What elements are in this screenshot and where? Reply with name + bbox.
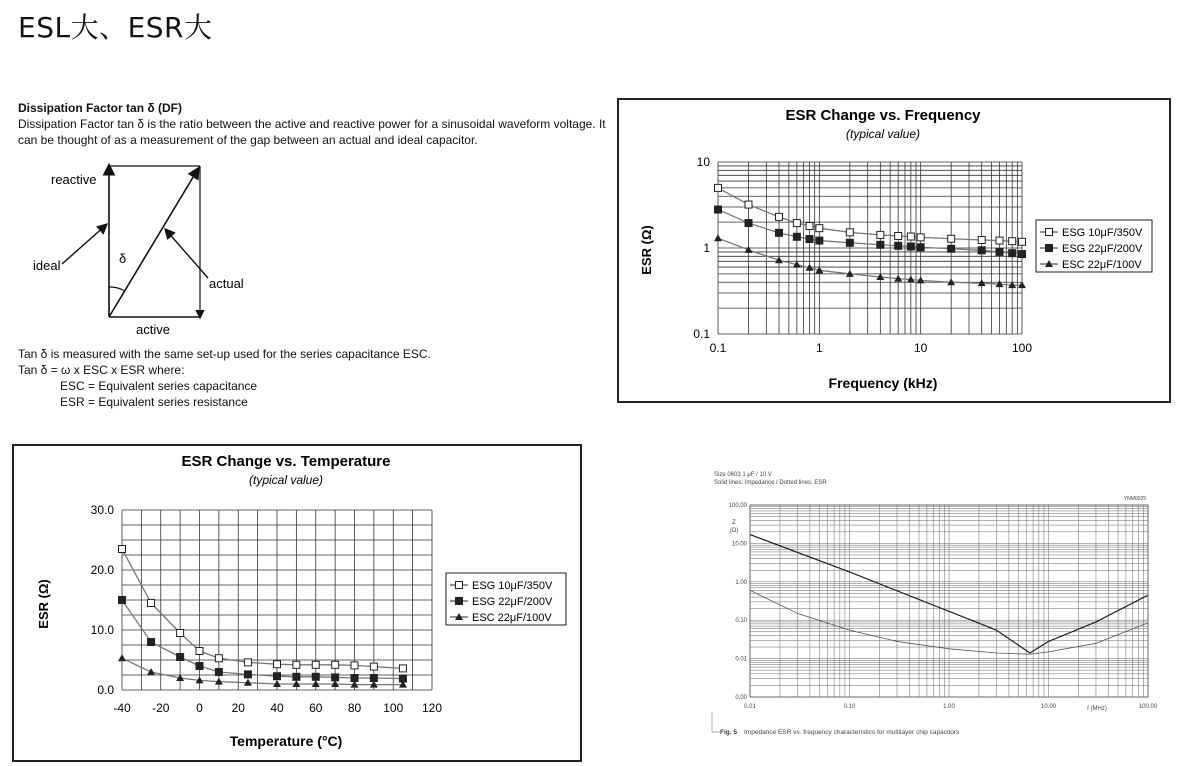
data-point (332, 674, 339, 681)
data-point (907, 243, 914, 250)
data-point (996, 237, 1003, 244)
series-line (122, 549, 403, 668)
x-tick-label: 20 (231, 701, 245, 715)
y-axis-label-unit: (Ω) (729, 528, 739, 534)
legend-entry: ESG 22μF/200V (472, 596, 553, 608)
data-point (399, 665, 406, 672)
ideal-arrow (62, 225, 106, 264)
delta-arc (109, 287, 125, 291)
series-1 (715, 184, 1026, 245)
actual-arrow (166, 230, 208, 278)
data-point (119, 546, 126, 553)
series-line (122, 600, 403, 679)
series-3 (118, 654, 407, 687)
data-point (877, 231, 884, 238)
x-tick-label: -20 (152, 701, 170, 715)
y-tick-label: 20.0 (90, 563, 114, 577)
data-point (1019, 251, 1026, 258)
y-tick-label: 0.01 (735, 656, 747, 663)
data-point (907, 233, 914, 240)
data-point (177, 654, 184, 661)
esr-temperature-chart-panel (12, 444, 582, 762)
series-line (718, 210, 1022, 255)
x-tick-label: 10.00 (1040, 704, 1057, 710)
data-point (1009, 250, 1016, 257)
x-tick-label: 60 (309, 701, 323, 715)
data-point (714, 234, 722, 241)
data-point (147, 668, 155, 675)
df-vector-diagram (18, 160, 258, 340)
series-line (122, 658, 403, 684)
data-point (215, 655, 222, 662)
y-tick-label: 1 (703, 241, 710, 255)
esr-temperature-chart (14, 446, 580, 760)
data-point (745, 220, 752, 227)
df-line-4: ESR = Equivalent series resistance (60, 395, 248, 409)
data-point (978, 247, 985, 254)
x-tick-label: 10 (913, 341, 928, 355)
data-point (351, 662, 358, 669)
legend-marker (456, 582, 463, 589)
chart-header-line-2: Solid lines: Impedance / Dotted lines: ESR (714, 480, 827, 486)
x-axis-label: Temperature (°C) (229, 733, 343, 749)
data-point (996, 248, 1003, 255)
df-text-block (18, 100, 618, 148)
data-point (370, 675, 377, 682)
impedance-chart-panel (708, 466, 1168, 742)
x-axis-label: f (MHz) (1087, 706, 1107, 712)
data-point (148, 639, 155, 646)
data-point (351, 675, 358, 682)
reactive-label: reactive (51, 172, 97, 187)
data-point (293, 673, 300, 680)
data-point (1019, 238, 1026, 245)
series-2 (119, 597, 407, 683)
df-body: Dissipation Factor tan δ is the ratio between the active and reactive power for a sinusoidal waveform voltage. It can be thought of as a measurement of the gap between an actual and ideal capacitor. (18, 117, 606, 147)
active-label: active (136, 322, 170, 337)
data-point (806, 236, 813, 243)
legend-entry: ESG 10μF/350V (1062, 227, 1143, 239)
impedance-chart (708, 466, 1168, 742)
data-point (978, 236, 985, 243)
data-point (312, 661, 319, 668)
delta-label: δ (119, 251, 127, 266)
data-point (846, 229, 853, 236)
y-axis-label: ESR (Ω) (639, 225, 654, 275)
data-point (215, 669, 222, 676)
df-heading: Dissipation Factor tan δ (DF) (18, 101, 182, 115)
y-tick-label: 1.00 (735, 579, 747, 586)
data-point (793, 220, 800, 227)
x-tick-label: -40 (113, 701, 131, 715)
esr-frequency-chart (619, 100, 1169, 401)
y-tick-label: 10.00 (731, 541, 747, 548)
ideal-label: ideal (33, 258, 61, 273)
data-point (948, 235, 955, 242)
series-1 (119, 546, 407, 672)
x-tick-label: 1 (815, 341, 823, 355)
data-point (877, 241, 884, 248)
y-axis-label: ESR (Ω) (36, 579, 51, 629)
legend-entry: ESC 22μF/100V (1062, 259, 1142, 271)
x-tick-label: 80 (347, 701, 362, 715)
legend-entry: ESG 10μF/350V (472, 580, 553, 592)
chart-subtitle: (typical value) (845, 127, 921, 141)
chart-subtitle: (typical value) (248, 473, 324, 487)
data-point (715, 184, 722, 191)
data-point (274, 661, 281, 668)
data-point (715, 206, 722, 213)
chart-title: ESR Change vs. Temperature (181, 453, 391, 470)
legend-marker (456, 598, 463, 605)
data-point (196, 663, 203, 670)
y-tick-label: 0.00 (735, 695, 747, 701)
y-tick-label: 0.0 (97, 683, 114, 697)
data-point (846, 239, 853, 246)
data-point (917, 234, 924, 241)
figure-label: Fig. 5 (720, 729, 737, 736)
y-tick-label: 30.0 (90, 503, 114, 517)
data-point (332, 661, 339, 668)
x-tick-label: 0 (196, 701, 203, 715)
data-point (274, 673, 281, 680)
data-point (816, 225, 823, 232)
df-line-3: ESC = Equivalent series capacitance (60, 379, 258, 393)
data-point (745, 201, 752, 208)
y-tick-label: 0.10 (735, 618, 747, 625)
data-point (312, 673, 319, 680)
x-tick-label: 100.00 (1138, 704, 1158, 710)
data-point (895, 242, 902, 249)
data-point (118, 654, 126, 661)
data-point (244, 659, 251, 666)
data-point (917, 244, 924, 251)
legend-entry: ESG 22μF/200V (1062, 243, 1143, 255)
esr-frequency-chart-panel (617, 98, 1171, 403)
data-point (196, 648, 203, 655)
df-equations (18, 346, 431, 410)
page-title: ESL大、ESR大 (18, 11, 213, 44)
x-tick-label: 100 (383, 701, 404, 715)
y-tick-label: 0.1 (693, 327, 710, 341)
x-tick-label: 40 (270, 701, 284, 715)
data-point (948, 245, 955, 252)
x-tick-label: 0.10 (843, 704, 856, 710)
data-point (793, 233, 800, 240)
data-point (776, 229, 783, 236)
x-tick-label: 120 (421, 701, 443, 715)
x-tick-label: 0.01 (744, 704, 756, 710)
data-point (177, 630, 184, 637)
chart-header-line-1: Size 0603 1 μF / 10 V (714, 472, 772, 478)
legend-entry: ESC 22μF/100V (472, 612, 552, 624)
data-point (370, 663, 377, 670)
data-point (816, 237, 823, 244)
df-line-1: Tan δ is measured with the same set-up used for the series capacitance ESC. (18, 347, 431, 361)
x-tick-label: 0.1 (709, 341, 727, 355)
actual-vector (109, 169, 198, 317)
data-point (1009, 238, 1016, 245)
figure-caption: Impedance ESR vs. frequency characteristics for multilayer chip capacitors (744, 729, 960, 736)
y-tick-label: 10.0 (90, 623, 114, 637)
df-line-2: Tan δ = ω x ESC x ESR where: (18, 363, 185, 377)
y-tick-label: 100.00 (728, 503, 747, 509)
chart-title: ESR Change vs. Frequency (785, 107, 981, 124)
data-point (806, 223, 813, 230)
legend-marker (1046, 229, 1053, 236)
data-point (244, 671, 251, 678)
data-point (776, 213, 783, 220)
data-point (895, 232, 902, 239)
legend-marker (1046, 245, 1053, 252)
x-tick-label: 100 (1011, 341, 1033, 355)
data-point (119, 597, 126, 604)
data-point (293, 661, 300, 668)
x-axis-label: Frequency (kHz) (828, 375, 938, 391)
chart-code: YNM0025 (1123, 496, 1146, 502)
x-tick-label: 1.00 (943, 704, 955, 710)
y-tick-label: 10 (696, 155, 710, 169)
data-point (148, 600, 155, 607)
series-2 (715, 206, 1026, 258)
actual-label: actual (209, 276, 244, 291)
y-axis-label-z: Z (732, 520, 736, 526)
